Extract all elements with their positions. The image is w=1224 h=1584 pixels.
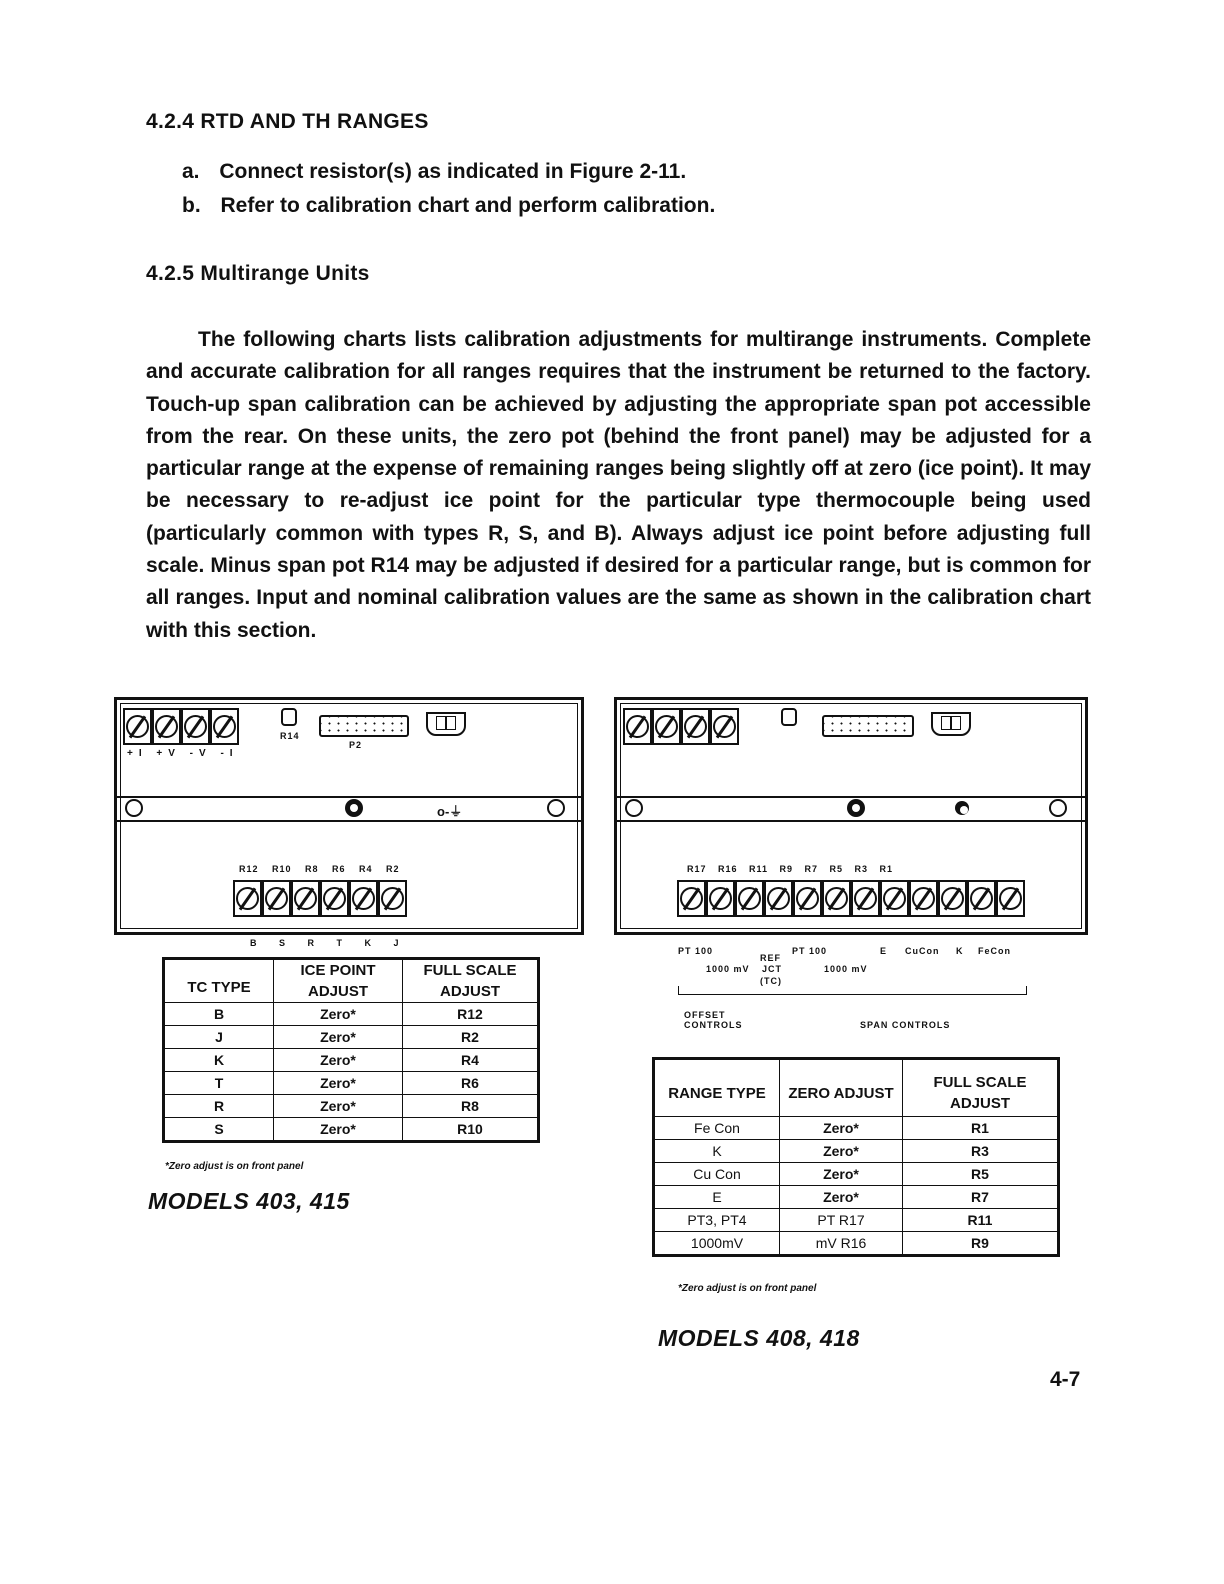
section-4-2-4-heading: 4.2.4 RTD AND TH RANGES (146, 110, 429, 133)
left-ground-symbol: o-⏚ (437, 804, 463, 819)
cell-type: 1000mV (654, 1232, 780, 1256)
left-r14-label: R14 (280, 731, 300, 741)
offset-brace (678, 986, 799, 995)
right-small-knob (955, 801, 969, 815)
cell-full-scale: R11 (903, 1209, 1059, 1232)
cell-zero: mV R16 (780, 1232, 903, 1256)
multirange-paragraph-text: The following charts lists calibration adjustments for multirange instruments. Complete and accurate calibration for all ranges requires that the instrument be returned to the factory. Touch-up span calibration can be achieved by adjusting the appropriate span pot accessible from the rear. On these units, the zero pot (behind the front panel) may be adjusted for a particular range at the expense of remaining ranges being slightly off at zero (ice point). It may be necessary to re-adjust ice point for the particular type thermocouple being used (particularly common with types R, S, and B). Always adjust ice point before adjusting full scale. Minus span pot R14 may be adjusted if desired for a particular range, but is common for all ranges. Input and nominal calibration values are the same as shown in the calibration chart with this section. (146, 328, 1091, 642)
cell-full-scale: R2 (403, 1026, 539, 1049)
section-4-2-5-heading: 4.2.5 Multirange Units (146, 262, 370, 285)
header-tc-type: TC TYPE (164, 959, 274, 1003)
right-table-footnote: *Zero adjust is on front panel (678, 1283, 817, 1294)
left-bottom-terminal-block (233, 880, 407, 917)
cell-full-scale: R5 (903, 1163, 1059, 1186)
cell-type: K (164, 1049, 274, 1072)
cell-full-scale: R1 (903, 1117, 1059, 1140)
right-top-terminal-block (623, 708, 739, 745)
table-row (654, 1186, 1059, 1209)
cell-full-scale: R9 (903, 1232, 1059, 1256)
table-row (164, 1003, 539, 1026)
left-models-caption: MODELS 403, 415 (148, 1188, 350, 1214)
cell-type: T (164, 1072, 274, 1095)
table-header-row (164, 959, 539, 1003)
cell-type: Fe Con (654, 1117, 780, 1140)
span-controls-label: SPAN CONTROLS (860, 1020, 951, 1030)
right-label-k: K (956, 946, 964, 956)
right-label-1000mv-right: 1000 mV (824, 964, 868, 974)
step-b-letter: b. (182, 194, 201, 217)
multirange-paragraph (146, 324, 1091, 647)
cell-zero: Zero* (274, 1118, 403, 1142)
table-row (654, 1117, 1059, 1140)
right-zero-knob (847, 799, 865, 817)
right-p2-connector (822, 715, 914, 737)
header-ice-point: ICE POINT ADJUST (274, 959, 403, 1003)
right-board-diagram (614, 697, 1088, 935)
right-label-1000mv-left: 1000 mV (706, 964, 750, 974)
right-label-ref: REF (760, 953, 781, 963)
step-a (182, 160, 686, 184)
cell-zero: PT R17 (780, 1209, 903, 1232)
span-brace (798, 986, 1027, 995)
cell-zero: Zero* (780, 1140, 903, 1163)
table-row (164, 1095, 539, 1118)
table-row (654, 1140, 1059, 1163)
right-label-jct: JCT (762, 964, 783, 974)
right-mount-hole-left (625, 799, 643, 817)
cell-type: B (164, 1003, 274, 1026)
cell-type: S (164, 1118, 274, 1142)
right-label-tc: (TC) (760, 976, 782, 986)
table-row (164, 1118, 539, 1142)
right-mount-hole-right (1049, 799, 1067, 817)
header-full-scale-adjust: FULL SCALE ADJUST (903, 1059, 1059, 1117)
left-p2-label: P2 (349, 740, 363, 750)
right-label-pt100-left: PT 100 (678, 946, 714, 956)
left-zero-knob (345, 799, 363, 817)
cell-full-scale: R7 (903, 1186, 1059, 1209)
step-b (182, 194, 715, 218)
step-a-letter: a. (182, 160, 200, 183)
left-table-footnote: *Zero adjust is on front panel (165, 1161, 304, 1172)
table-row (164, 1049, 539, 1072)
page-number: 4-7 (1050, 1368, 1081, 1391)
cell-zero: Zero* (780, 1163, 903, 1186)
left-top-terminal-block (123, 708, 239, 745)
left-mount-hole-left (125, 799, 143, 817)
left-switch (426, 712, 466, 736)
cell-zero: Zero* (274, 1095, 403, 1118)
cell-type: Cu Con (654, 1163, 780, 1186)
cell-type: J (164, 1026, 274, 1049)
left-p2-connector (319, 715, 409, 737)
table-row (654, 1232, 1059, 1256)
header-range-type: RANGE TYPE (654, 1059, 780, 1117)
right-switch (931, 712, 971, 736)
step-b-text: Refer to calibration chart and perform calibration. (220, 194, 716, 217)
cell-zero: Zero* (780, 1186, 903, 1209)
left-pot-labels: R12 R10 R8 R6 R4 R2 (239, 864, 400, 874)
cell-type: K (654, 1140, 780, 1163)
left-mount-hole-right (547, 799, 565, 817)
table-row (654, 1209, 1059, 1232)
right-label-pt100-right: PT 100 (792, 946, 828, 956)
cell-zero: Zero* (274, 1003, 403, 1026)
cell-zero: Zero* (274, 1072, 403, 1095)
table-row (164, 1026, 539, 1049)
table-row (164, 1072, 539, 1095)
table-header-row (654, 1059, 1059, 1117)
header-zero-adjust: ZERO ADJUST (780, 1059, 903, 1117)
left-bottom-labels: B S R T K J (250, 938, 400, 948)
left-calibration-table (162, 957, 540, 1143)
right-label-fecon: FeCon (978, 946, 1011, 956)
left-board-diagram (114, 697, 584, 935)
right-models-caption: MODELS 408, 418 (658, 1325, 860, 1351)
cell-zero: Zero* (780, 1117, 903, 1140)
left-r14-pot (281, 708, 297, 726)
cell-zero: Zero* (274, 1049, 403, 1072)
right-r14-pot (781, 708, 797, 726)
right-label-e: E (880, 946, 888, 956)
cell-full-scale: R4 (403, 1049, 539, 1072)
cell-type: PT3, PT4 (654, 1209, 780, 1232)
offset-controls-label: OFFSET CONTROLS (684, 1010, 743, 1030)
right-pot-labels: R17 R16 R11 R9 R7 R5 R3 R1 (687, 864, 894, 874)
left-top-terminal-labels: +I +V -V -I (127, 748, 239, 759)
right-bottom-terminal-block (677, 880, 1025, 917)
cell-zero: Zero* (274, 1026, 403, 1049)
cell-type: R (164, 1095, 274, 1118)
cell-full-scale: R10 (403, 1118, 539, 1142)
right-label-cucon: CuCon (905, 946, 940, 956)
cell-full-scale: R3 (903, 1140, 1059, 1163)
step-a-text: Connect resistor(s) as indicated in Figure 2-11. (219, 160, 687, 183)
cell-full-scale: R6 (403, 1072, 539, 1095)
cell-full-scale: R12 (403, 1003, 539, 1026)
right-calibration-table (652, 1057, 1060, 1257)
header-full-scale: FULL SCALE ADJUST (403, 959, 539, 1003)
table-row (654, 1163, 1059, 1186)
cell-full-scale: R8 (403, 1095, 539, 1118)
cell-type: E (654, 1186, 780, 1209)
